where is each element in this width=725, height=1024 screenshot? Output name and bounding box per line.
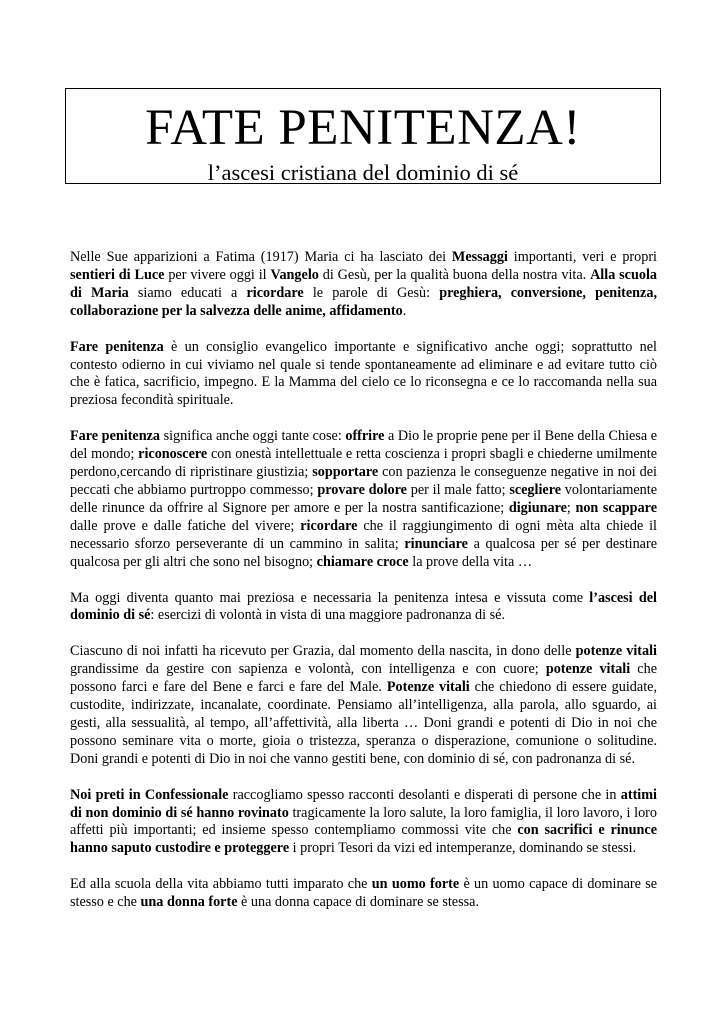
bold-text: con sacrifici e rinunce hanno saputo custodire e proteggere — [70, 822, 657, 857]
text-run: a Dio le proprie pene per il Bene della Chiesa e del mondo; — [70, 428, 657, 463]
bold-text: scegliere — [509, 481, 562, 498]
bold-text: Noi preti in Confessionale — [70, 786, 229, 803]
bold-text: rinunciare — [404, 535, 468, 552]
paragraph-6 — [70, 787, 657, 859]
paragraph-1 — [70, 249, 657, 321]
title-box — [65, 88, 661, 184]
bold-text: Messaggi — [451, 249, 508, 265]
text-run: i propri Tesori da vizi ed intemperanze, dominando se stessi. — [289, 840, 637, 857]
bold-text: ricordare — [300, 517, 358, 534]
bold-text: Fare penitenza — [70, 428, 160, 445]
text-run: raccogliamo spesso racconti desolanti e disperati di persone che in — [228, 786, 621, 803]
text-run: di Gesù, per la qualità buona della nostra vita. — [318, 266, 591, 283]
page-subtitle: l’ascesi cristiana del dominio di sé — [207, 160, 519, 185]
text-run: Nelle Sue apparizioni a Fatima (1917) Maria ci ha lasciato dei — [70, 249, 452, 265]
bold-text: provare dolore — [317, 481, 407, 498]
bold-text: potenze vitali — [575, 643, 657, 660]
bold-text: sopportare — [312, 464, 379, 481]
text-run: volontariamente delle rinunce da offrire al Signore per amore e per la nostra santificazione; — [70, 481, 657, 516]
text-run: grandissime da gestire con sapienza e volontà, con intelligenza e con cuore; — [70, 661, 546, 678]
bold-text: attimi di non dominio di sé hanno rovinato — [70, 786, 657, 821]
text-run: siamo educati a — [128, 284, 247, 301]
bold-text: Potenze vitali — [386, 679, 470, 696]
text-run: Ciascuno di noi infatti ha ricevuto per Grazia, dal momento della nascita, in dono delle — [70, 643, 576, 660]
text-run: è un consiglio evangelico importante e significativo anche oggi; soprattutto nel contesto odierno in cui viviamo nel quale si tende spontaneamente ad eliminare e ad evitare tutto ciò che è fatica, sacrificio, impegno. E la Mamma del cielo ce lo riconsegna e ce lo raccomanda nella sua preziosa fecondità spirituale. — [70, 338, 657, 409]
text-run: ; — [566, 499, 576, 516]
text-run: tragicamente la loro salute, la loro famiglia, il loro lavoro, i loro affetti più importanti; ed insieme spesso contempliamo commossi vite che — [70, 804, 657, 839]
text-run: che il raggiungimento di ogni mèta alta chiede il necessario sforzo perseverante di un cammino in salita; — [70, 517, 657, 552]
text-run: è una donna capace di dominare se stessa. — [237, 894, 479, 911]
bold-text: l’ascesi del dominio di sé — [70, 589, 658, 624]
bold-text: preghiera, conversione, penitenza, collaborazione per la salvezza delle anime, affidamento — [70, 284, 657, 319]
bold-text: chiamare croce — [316, 553, 409, 570]
bold-text: Alla scuola di Maria — [70, 266, 657, 301]
bold-text: offrire — [345, 428, 385, 445]
text-run: la prove della vita … — [408, 553, 533, 570]
text-run: significa anche oggi tante cose: — [160, 428, 346, 445]
text-run: dalle prove e dalle fatiche del vivere; — [70, 517, 301, 534]
text-run: Ma oggi diventa quanto mai preziosa e necessaria la penitenza intesa e vissuta come — [70, 589, 590, 606]
text-run: importanti, veri e propri — [507, 249, 657, 265]
bold-text: una donna forte — [140, 894, 238, 911]
paragraph-2 — [70, 339, 657, 411]
text-run: Ed alla scuola della vita abbiamo tutti imparato che — [70, 876, 372, 893]
text-run: che chiedono di essere guidate, custodite, indirizzate, incanalate, coordinate. Pensiamo all’intelligenza, alla parola, allo sguardo, ai gesti, alla sessualità, al tempo, all’affettività, alla liberta … Doni grandi e potenti di Dio in noi che possono seminare vita o morte, gioia o tristezza, speranza o disperazione, comunione o solitudine. Doni grandi e potenti di Dio in noi che vanno gestiti bene, con dominio di sé, con padronanza di sé. — [70, 679, 657, 767]
bold-text: un uomo forte — [371, 876, 460, 893]
paragraph-3 — [70, 428, 657, 571]
bold-text: potenze vitali — [545, 661, 631, 678]
paragraph-5 — [70, 643, 657, 768]
text-run: per il male fatto; — [406, 481, 510, 498]
paragraph-4 — [70, 590, 657, 626]
text-run: a qualcosa per sé per destinare qualcosa per gli altri che sono nel bisogno; — [70, 535, 657, 570]
text-run: le parole di Gesù: — [303, 284, 440, 301]
bold-text: sentieri di Luce — [70, 266, 165, 283]
bold-text: riconoscere — [138, 446, 208, 463]
text-run: è un uomo capace di dominare se stesso e che — [70, 876, 658, 911]
bold-text: non scappare — [575, 499, 658, 516]
paragraph-7 — [70, 876, 657, 912]
page-title: FATE PENITENZA! — [145, 100, 581, 156]
text-run: : esercizi di volontà in vista di una maggiore padronanza di sé. — [150, 607, 505, 624]
text-run: con onestà intellettuale e retta coscienza i propri sbagli e chiederne umilmente perdono,cercando di ripristinare giustizia; — [70, 446, 657, 481]
text-run: . — [402, 302, 407, 319]
text-run: per vivere oggi il — [164, 266, 271, 283]
bold-text: ricordare — [246, 284, 304, 301]
bold-text: Fare penitenza — [70, 338, 164, 355]
bold-text: Vangelo — [270, 266, 319, 283]
text-run: che possono farci e fare del Bene e farci e fare del Male. — [70, 661, 657, 696]
document-body — [70, 249, 657, 912]
bold-text: digiunare — [508, 499, 567, 516]
text-run: con pazienza le conseguenze negative in noi dei peccati che abbiamo purtroppo commesso; — [70, 464, 657, 498]
